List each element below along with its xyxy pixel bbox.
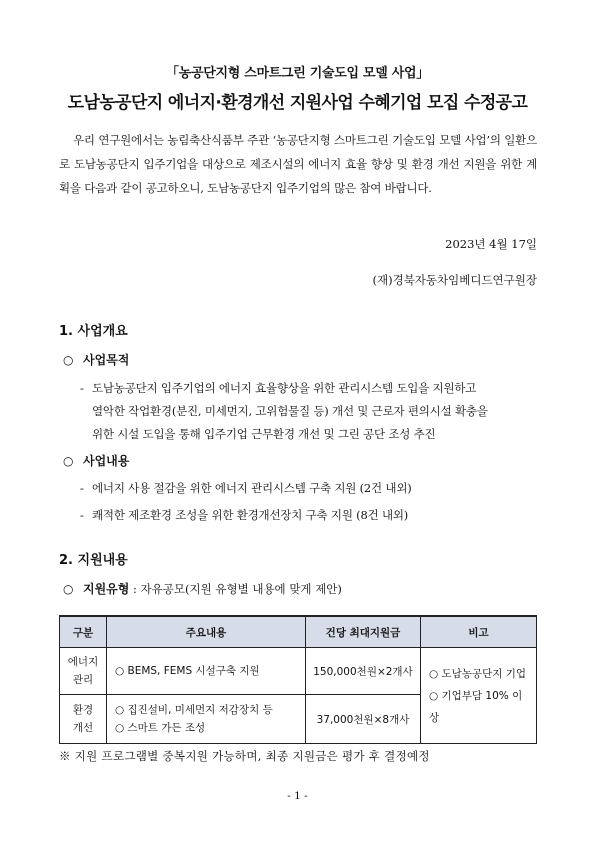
circle-bullet: ○ — [63, 353, 74, 367]
content-cell — [107, 695, 306, 744]
purpose-line-3: 위한 시설 도입을 통해 입주기업 근무환경 개선 및 그린 공단 조성 추진 — [92, 427, 436, 441]
dash-bullet: - — [80, 381, 84, 395]
amount-cell: 37,000천원×8개사 — [306, 695, 421, 744]
content-text: ○ 스마트 가든 조성 — [115, 722, 206, 734]
amount-cell: 150,000천원×2개사 — [306, 648, 421, 695]
support-type-line — [63, 580, 342, 597]
table-header: 구분 — [60, 616, 107, 648]
announcement-date: 2023년 4월 17일 — [445, 237, 537, 251]
category-cell — [60, 695, 107, 744]
table-header: 비고 — [421, 616, 537, 648]
table-header: 주요내용 — [107, 616, 306, 648]
table-header-row — [60, 616, 537, 648]
content-item — [80, 477, 540, 500]
section-heading-support: 2. 지원내용 — [59, 553, 128, 568]
category-text: 관리 — [72, 674, 94, 686]
content-cell: ○ BEMS, FEMS 시설구축 지원 — [107, 648, 306, 695]
note-cell — [421, 648, 537, 744]
intro-paragraph: 우리 연구원에서는 농림축산식품부 주관 ‘농공단지형 스마트그린 기술도입 모델 사업’의 일환으로 도남농공단지 입주기업을 대상으로 제조시설의 에너지 효율 향상 및 환경 개선 지원을 위한 계획을 다음과 같이 공고하오니, 도남농공단지 입주기업의 많은 참여 바랍니다. — [59, 133, 537, 195]
dash-bullet: - — [80, 508, 84, 522]
category-text: 개선 — [72, 722, 94, 734]
dash-bullet: - — [80, 481, 84, 495]
table-row — [60, 648, 537, 695]
section-heading-overview: 1. 사업개요 — [59, 324, 128, 339]
purpose-item — [80, 377, 540, 446]
issuing-organization: (재)경북자동차임베디드연구원장 — [372, 273, 537, 287]
purpose-line-2: 열악한 작업환경(분진, 미세먼지, 고위험물질 등) 개선 및 근로자 편의시설 확충을 — [92, 404, 488, 418]
note-text: ○ 도남농공단지 기업 — [429, 667, 526, 680]
subheading-label: 사업목적 — [83, 353, 130, 367]
purpose-line-1: 도남농공단지 입주기업의 에너지 효율향상을 위한 관리시스템 도입을 지원하고 — [92, 381, 477, 395]
subheading-content — [63, 452, 129, 469]
support-table — [59, 615, 537, 744]
content-item-text: 에너지 사용 절감을 위한 에너지 관리시스템 구축 지원 (2건 내외) — [92, 481, 412, 495]
support-type-label: 지원유형 — [83, 582, 130, 596]
content-text: ○ 집진설비, 미세먼지 저감장치 등 — [115, 704, 273, 716]
content-item-text: 쾌적한 제조환경 조성을 위한 환경개선장치 구축 지원 (8건 내외) — [92, 508, 409, 522]
table-header: 건당 최대지원금 — [306, 616, 421, 648]
footnote: ※ 지원 프로그램별 중복지원 가능하며, 최종 지원금은 평가 후 결정예정 — [59, 749, 430, 763]
document-subtitle: 「농공단지형 스마트그린 기술도입 모델 사업」 — [166, 66, 429, 81]
note-text: ○ 기업부담 10% 이상 — [429, 689, 523, 724]
content-item — [80, 504, 540, 527]
subheading-label: 사업내용 — [83, 454, 130, 468]
category-text: 환경 — [72, 704, 94, 716]
subheading-purpose — [63, 351, 129, 368]
page-number: - 1 - — [287, 790, 308, 802]
document-title: 도남농공단지 에너지·환경개선 지원사업 수혜기업 모집 수정공고 — [67, 93, 528, 113]
circle-bullet: ○ — [63, 582, 74, 596]
category-text: 에너지 — [67, 656, 99, 668]
support-type-value: : 자유공모(지원 유형별 내용에 맞게 제안) — [129, 582, 342, 596]
circle-bullet: ○ — [63, 454, 74, 468]
category-cell — [60, 648, 107, 695]
